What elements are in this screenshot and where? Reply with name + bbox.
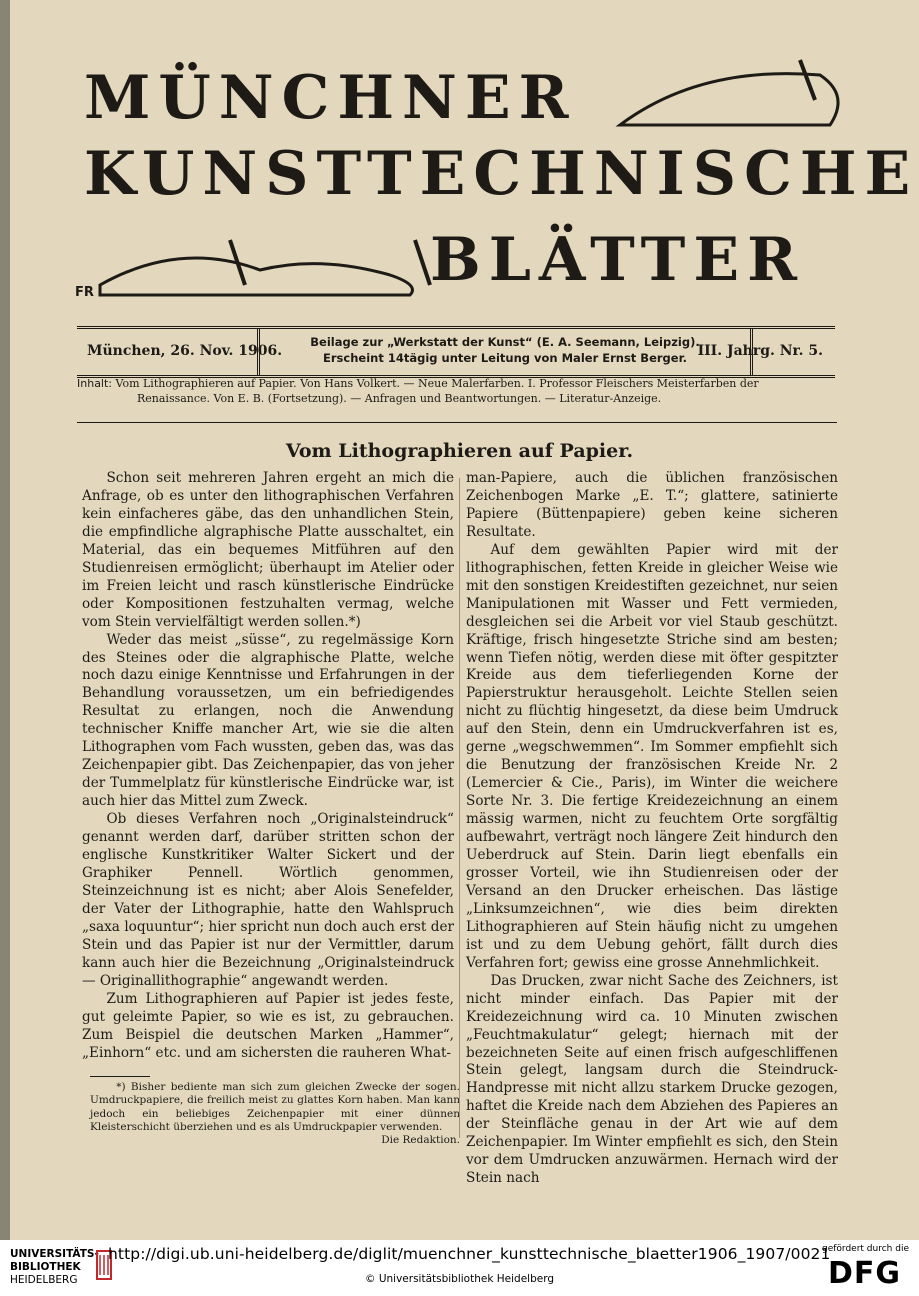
library-name-line-1: UNIVERSITÄTS- xyxy=(10,1248,99,1260)
paragraph: Schon seit mehreren Jahren ergeht an mich die Anfrage, ob es unter den lithographischen Verfahren kein einfacheres gäbe, das den unhandlichen Stein, die empfindliche algraphische Platte ausschaltet, ein Material, das ein bequemes Mitführen auf den Studienreisen ermöglicht; überhaupt im Atelier oder im Freien leicht und rasch künstlerische Eindrücke oder Kompositionen festzuhalten vermag, welche vom Stein vervielfältigt werden sollen.*) xyxy=(82,470,454,630)
page-edge xyxy=(0,0,10,1240)
masthead-line-3: BLÄTTER xyxy=(430,225,805,295)
paragraph: Weder das meist „süsse“, zu regelmässige Korn des Steines oder die algraphische Platte, welche noch dazu einige Kenntnisse und Erfahrungen in der Behandlung voraussetzen, um ein befriedigendes Resultat zu erlangen, noch die Anwendung technischer Kniffe mancher Art, wie sie die alten Lithographen vom Fach wussten, geben das, was das Zeichenpapier gibt. Das Zeichenpapier, das von jeher der Tummelplatz für künstlerische Eindrücke war, ist auch hier das Mittel zum Zweck. xyxy=(82,631,454,810)
contents-line-2: Renaissance. Von E. B. (Fortsetzung). — Anfragen und Beantwortungen. — Literatur-Anzeige. xyxy=(137,392,662,405)
contents-label: Inhalt: xyxy=(77,377,113,390)
left-column xyxy=(82,470,454,1062)
paragraph: Zum Lithographieren auf Papier ist jedes feste, gut geleimte Papier, so wie es ist, zu gebrauchen. Zum Beispiel die deutschen Marken „Hammer“, „Einhorn“ etc. und am sichersten die rauheren What- xyxy=(82,990,454,1061)
dfg-logo[interactable]: DFG xyxy=(827,1256,901,1291)
footnote-rule xyxy=(90,1076,150,1077)
masthead-line-2: KUNSTTECHNISCHE xyxy=(84,139,919,209)
masthead xyxy=(60,40,919,315)
library-name-line-3: HEIDELBERG xyxy=(10,1274,78,1286)
article-title: Vom Lithographieren auf Papier. xyxy=(285,440,634,462)
paragraph: Das Drucken, zwar nicht Sache des Zeichners, ist nicht minder einfach. Das Papier mit der Kreidezeichnung wird ca. 10 Minuten zwischen „Feuchtmakulatur“ gelegt; hiernach mit der bezeichneten Seite auf einen frisch aufgeschliffenen Stein gelegt, langsam durch die Steindruck-Handpresse mit nicht allzu starkem Drucke gezogen, haftet die Kreide nach dem Abziehen des Papieres an der Steinfläche genau in der Art wie auf dem Zeichenpapier. Im Winter empfiehlt es sich, den Stein vor dem Umdrucken anzuwärmen. Hernach wird der Stein nach xyxy=(466,972,838,1187)
divider-rule xyxy=(77,422,837,423)
place-date: München, 26. Nov. 1906. xyxy=(87,343,283,359)
artist-monogram: FR xyxy=(75,285,94,300)
supplement-line: Beilage zur „Werkstatt der Kunst“ (E. A. Seemann, Leipzig). xyxy=(310,335,700,349)
publication-note xyxy=(257,329,753,375)
frequency-line: Erscheint 14tägig unter Leitung von Maler Ernst Berger. xyxy=(323,351,687,365)
footnote-signature: Die Redaktion. xyxy=(381,1134,460,1147)
library-name-line-2: BIBLIOTHEK xyxy=(10,1261,81,1273)
contents-line-1: Vom Lithographieren auf Papier. Von Hans Volkert. — Neue Malerfarben. I. Professor Fleischers Meisterfarben der xyxy=(115,377,759,390)
table-of-contents xyxy=(77,376,837,406)
footnote xyxy=(90,1081,460,1147)
permalink-url[interactable]: http://digi.ub.uni-heidelberg.de/diglit/muenchner_kunsttechnische_blaetter1906_1907/0021 xyxy=(108,1245,831,1263)
funding-note: gefördert durch die xyxy=(822,1244,909,1254)
viewer-footer xyxy=(0,1240,919,1296)
paragraph: Auf dem gewählten Papier wird mit der lithographischen, fetten Kreide in gleicher Weise wie mit den sonstigen Kreidestiften gezeichnet, nur seien Manipulationen mit Wasser und Fett vermieden, desgleichen sei die Arbeit vor viel Staub geschützt. Kräftige, frisch hingesetzte Striche sind am besten; wenn Tiefen nötig, werden diese mit öfter gespitzter Kreide aus dem tieferliegenden Korne der Papierstruktur herausgeholt. Leichte Stellen seien nicht zu flüchtig hingesetzt, da diese beim Umdruck auf den Stein, denn ein Umdruckverfahren ist es, gerne „wegschwemmen“. Im Sommer empfiehlt sich die Benutzung der französischen Kreide Nr. 2 (Lemercier & Cie., Paris), im Winter die weichere Sorte Nr. 3. Die fertige Kreidezeichnung an einem mässig warmen, nicht zu feuchtem Orte sorgfältig aufbewahrt, verträgt noch längere Zeit hindurch den Ueberdruck auf Stein. Darin liegt ebenfalls ein grosser Vorteil, wie ihn Studienreisen oder der Versand an den Drucker erheischen. Das lästige „Linksumzeichnen“, wie dies beim direkten Lithographieren auf Stein häufig nicht zu umgehen ist und zu dem Uebung gehört, fällt durch dies Verfahren fort; gewiss eine grosse Annehmlichkeit. xyxy=(466,541,838,971)
copyright-notice: © Universitätsbibliothek Heidelberg xyxy=(364,1273,554,1285)
right-column xyxy=(466,470,838,1188)
issue-info-bar xyxy=(77,326,835,378)
paragraph: man-Papiere, auch die üblichen französischen Zeichenbogen Marke „E. T.“; glattere, satinierte Papiere (Büttenpapiere) geben keine sicheren Resultate. xyxy=(466,470,838,540)
masthead-line-1: MÜNCHNER xyxy=(84,63,577,133)
issue-number: III. Jahrg. Nr. 5. xyxy=(697,343,823,359)
column-divider xyxy=(459,478,460,1138)
footnote-text: *) Bisher bediente man sich zum gleichen Zwecke der sogen. Umdruckpapiere, die freilich meist zu glattes Korn haben. Man kann jedoch ein beliebiges Zeichenpapier mit einer dünnen Kleisterschicht überziehen und es als Umdruckpapier verwenden. xyxy=(90,1081,460,1133)
paragraph: Ob dieses Verfahren noch „Originalsteindruck“ genannt werden darf, darüber stritten schon der englische Kunstkritiker Walter Sickert und der Graphiker Pennell. Wörtlich genommen, Steinzeichnung ist es nicht; aber Alois Senefelder, der Vater der Lithographie, hatte den Wahlspruch „saxa loquuntur“; hier spricht nun doch auch erst der Stein und das Papier ist nur der Vermittler, darum kann auch hier die Bezeichnung „Originalsteindruck — Originallithographie“ angewandt werden. xyxy=(82,811,454,989)
